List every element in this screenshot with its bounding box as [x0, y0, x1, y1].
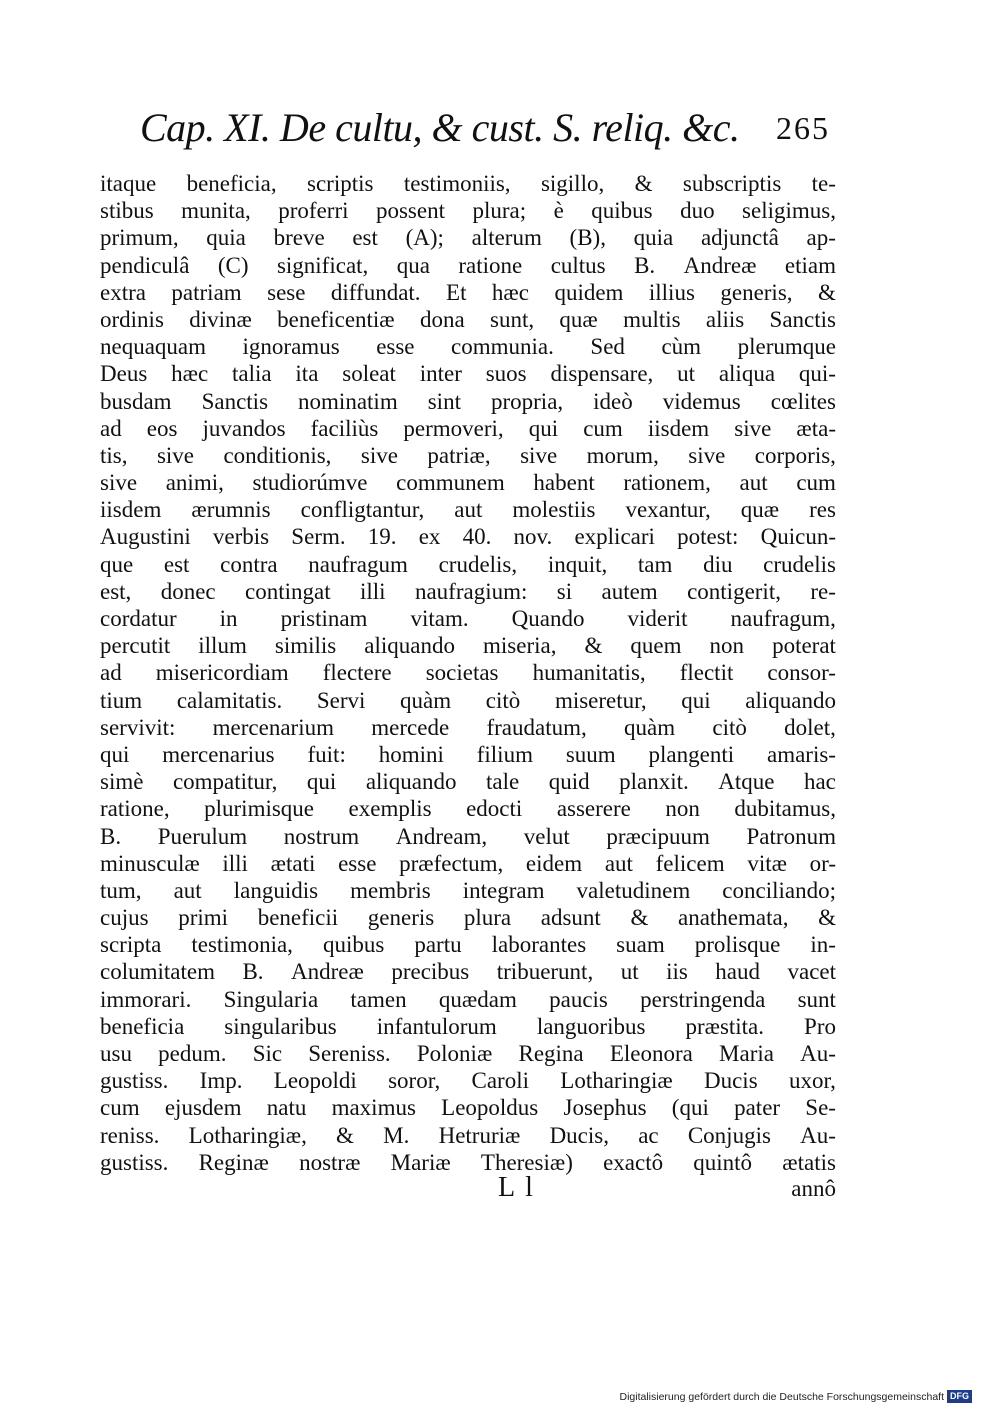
signature-mark: L l: [498, 1172, 535, 1203]
text-line: ad misericordiam flectere societas humanitatis, flectit consor-: [100, 660, 836, 686]
text-line: ad eos juvandos faciliùs permoveri, qui cum iisdem sive æta-: [100, 415, 836, 441]
text-line: ordinis divinæ beneficentiæ dona sunt, quæ multis aliis Sanctis: [100, 306, 836, 332]
dfg-logo: DFG: [947, 1390, 972, 1403]
text-line: columitatem B. Andreæ precibus tribuerunt, ut iis haud vacet: [100, 959, 836, 985]
text-line: itaque beneficia, scriptis testimoniis, sigillo, & subscriptis te-: [100, 171, 836, 196]
catchword: annô: [791, 1176, 836, 1201]
text-line: beneficia singularibus infantulorum languoribus præstita. Pro: [100, 1013, 836, 1039]
page-footer: [100, 1172, 836, 1206]
text-line: extra patriam sese diffundat. Et hæc quidem illius generis, &: [100, 279, 836, 305]
text-line: percutit illum similis aliquando miseria, & quem non poterat: [100, 633, 836, 659]
running-head: [140, 104, 830, 160]
page-number: 265: [776, 110, 830, 146]
text-line: immorari. Singularia tamen quædam paucis perstringenda sunt: [100, 986, 836, 1012]
text-line: simè compatitur, qui aliquando tale quid planxit. Atque hac: [100, 769, 836, 795]
text-line: tium calamitatis. Servi quàm citò miseretur, qui aliquando: [100, 687, 836, 713]
text-line: Augustini verbis Serm. 19. ex 40. nov. explicari potest: Quicun-: [100, 524, 836, 550]
digitization-credit: [619, 1390, 972, 1403]
text-line: gustiss. Imp. Leopoldi soror, Caroli Lotharingiæ Ducis uxor,: [100, 1068, 836, 1094]
text-line: primum, quia breve est (A); alterum (B), quia adjunctâ ap-: [100, 225, 836, 251]
credit-text: Digitalisierung gefördert durch die Deutsche Forschungsgemeinschaft: [619, 1390, 944, 1403]
chapter-title: Cap. XI. De cultu, & cust. S. reliq. &c.: [140, 105, 740, 150]
text-line: gustiss. Reginæ nostræ Mariæ Theresiæ) exactô quintô ætatis: [100, 1149, 836, 1175]
text-line: cordatur in pristinam vitam. Quando viderit naufragum,: [100, 606, 836, 631]
text-line: tis, sive conditionis, sive patriæ, sive morum, sive corporis,: [100, 442, 836, 468]
text-line: ratione, plurimisque exemplis edocti asserere non dubitamus,: [100, 796, 836, 822]
text-line: cum ejusdem natu maximus Leopoldus Josephus (qui pater Se-: [100, 1095, 836, 1121]
text-line: iisdem ærumnis confligtantur, aut molestiis vexantur, quæ res: [100, 497, 836, 523]
text-line: pendiculâ (C) significat, qua ratione cultus B. Andreæ etiam: [100, 252, 836, 278]
text-line: busdam Sanctis nominatim sint propria, ideò videmus cœlites: [100, 388, 836, 414]
text-line: Deus hæc talia ita soleat inter suos dispensare, ut aliqua qui-: [100, 361, 836, 387]
text-line: tum, aut languidis membris integram valetudinem conciliando;: [100, 877, 836, 903]
text-line: scripta testimonia, quibus partu laborantes suam prolisque in-: [100, 932, 836, 958]
text-line: que est contra naufragum crudelis, inquit, tam diu crudelis: [100, 551, 836, 577]
text-line: usu pedum. Sic Sereniss. Poloniæ Regina Eleonora Maria Au-: [100, 1041, 836, 1066]
text-line: stibus munita, proferri possent plura; è quibus duo seligimus,: [100, 198, 836, 224]
text-line: cujus primi beneficii generis plura adsunt & anathemata, &: [100, 905, 836, 931]
text-line: minusculæ illi ætati esse præfectum, eidem aut felicem vitæ or-: [100, 850, 836, 876]
text-line: qui mercenarius fuit: homini filium suum plangenti amaris-: [100, 741, 836, 767]
text-line: reniss. Lotharingiæ, & M. Hetruriæ Ducis, ac Conjugis Au-: [100, 1122, 836, 1148]
text-line: B. Puerulum nostrum Andream, velut præcipuum Patronum: [100, 823, 836, 849]
text-line: est, donec contingat illi naufragium: si autem contigerit, re-: [100, 578, 836, 604]
text-line: sive animi, studiorúmve communem habent rationem, aut cum: [100, 470, 836, 496]
text-line: nequaquam ignoramus esse communia. Sed cùm plerumque: [100, 334, 836, 360]
body-text: [100, 170, 836, 1176]
text-line: servivit: mercenarium mercede fraudatum, quàm citò dolet,: [100, 714, 836, 740]
